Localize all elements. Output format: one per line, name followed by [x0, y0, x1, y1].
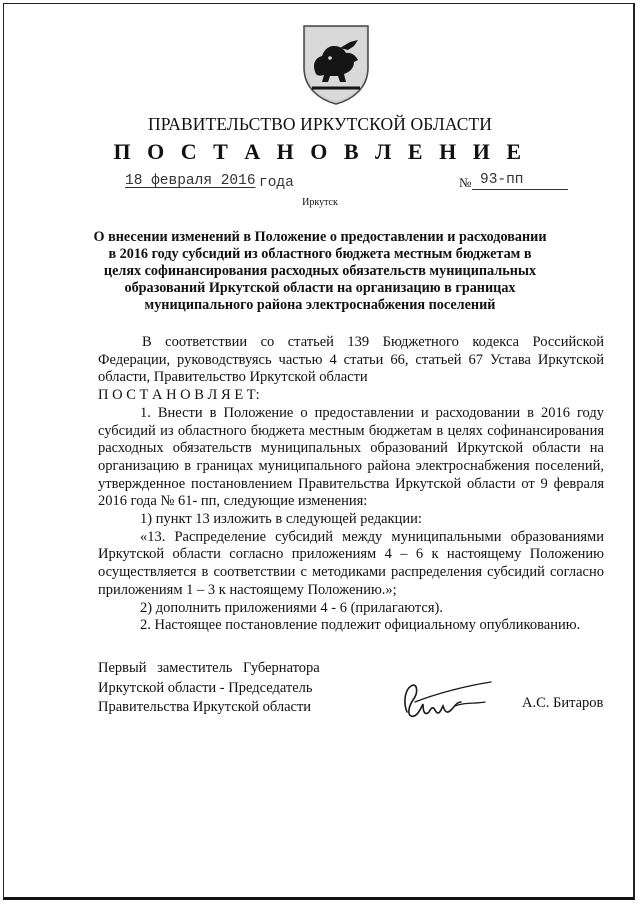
city: Иркутск	[302, 197, 338, 208]
position-line-3: Правительства Иркутской области	[98, 699, 312, 715]
year-word: года	[259, 175, 294, 191]
document-body	[98, 334, 604, 635]
document-type: П О С Т А Н О В Л Е Н И Е	[113, 139, 527, 164]
item-1-1-text: «13. Распределение субсидий между муниципальными образованиями Иркутской области согласно приложениям 4 – 6 к настоящему Положению осуществляется в соответствии с методиками распределения субсидий согласно приложениям 1 – 3 к настоящему Положению.»;	[98, 528, 604, 598]
document-date: 18 февраля 2016	[125, 173, 256, 189]
number-label: №	[459, 175, 472, 190]
position-line-2: Иркутской области - Председатель	[98, 679, 313, 696]
item-1-2: 2) дополнить приложениями 4 - 6 (прилагаются).	[140, 599, 443, 616]
item-1: 1. Внести в Положение о предоставлении и расходовании в 2016 году субсидий из областного бюджета местным бюджетам в целях софинансирования расходных обязательств муниципальных образований Иркутской области на организацию в границах муниципального района электроснабжения поселений, утвержденное постановлением Правительства Иркутской области от 9 февраля 2016 года № 61- пп, следующие изменения:	[98, 404, 604, 510]
signatory-position	[98, 659, 320, 718]
position-line-1: Первый заместитель Губернатора	[98, 660, 320, 676]
resolves-heading: П О С Т А Н О В Л Я Е Т:	[98, 387, 260, 404]
government-name: ПРАВИТЕЛЬСТВО ИРКУТСКОЙ ОБЛАСТИ	[147, 114, 493, 134]
preamble: В соответствии со статьей 139 Бюджетного кодекса Российской Федерации, руководствуясь частью 4 статьи 66, статьей 67 Устава Иркутской области, Правительство Иркутской области	[98, 334, 604, 386]
item-2: 2. Настоящее постановление подлежит официальному опубликованию.	[140, 617, 581, 634]
item-1-1: 1) пункт 13 изложить в следующей редакции:	[140, 511, 422, 528]
handwritten-signature	[395, 672, 505, 727]
document-number: 93-пп	[472, 172, 568, 190]
signatory-name: А.С. Битаров	[522, 695, 604, 711]
document-title: О внесении изменений в Положение о предоставлении и расходовании в 2016 году субсидий из областного бюджета местным бюджетам в целях софинансирования расходных обязательств муниципальных образований Иркутской области на организацию в границах муниципального района электроснабжения поселений	[93, 229, 547, 313]
coat-of-arms-icon	[300, 22, 372, 106]
